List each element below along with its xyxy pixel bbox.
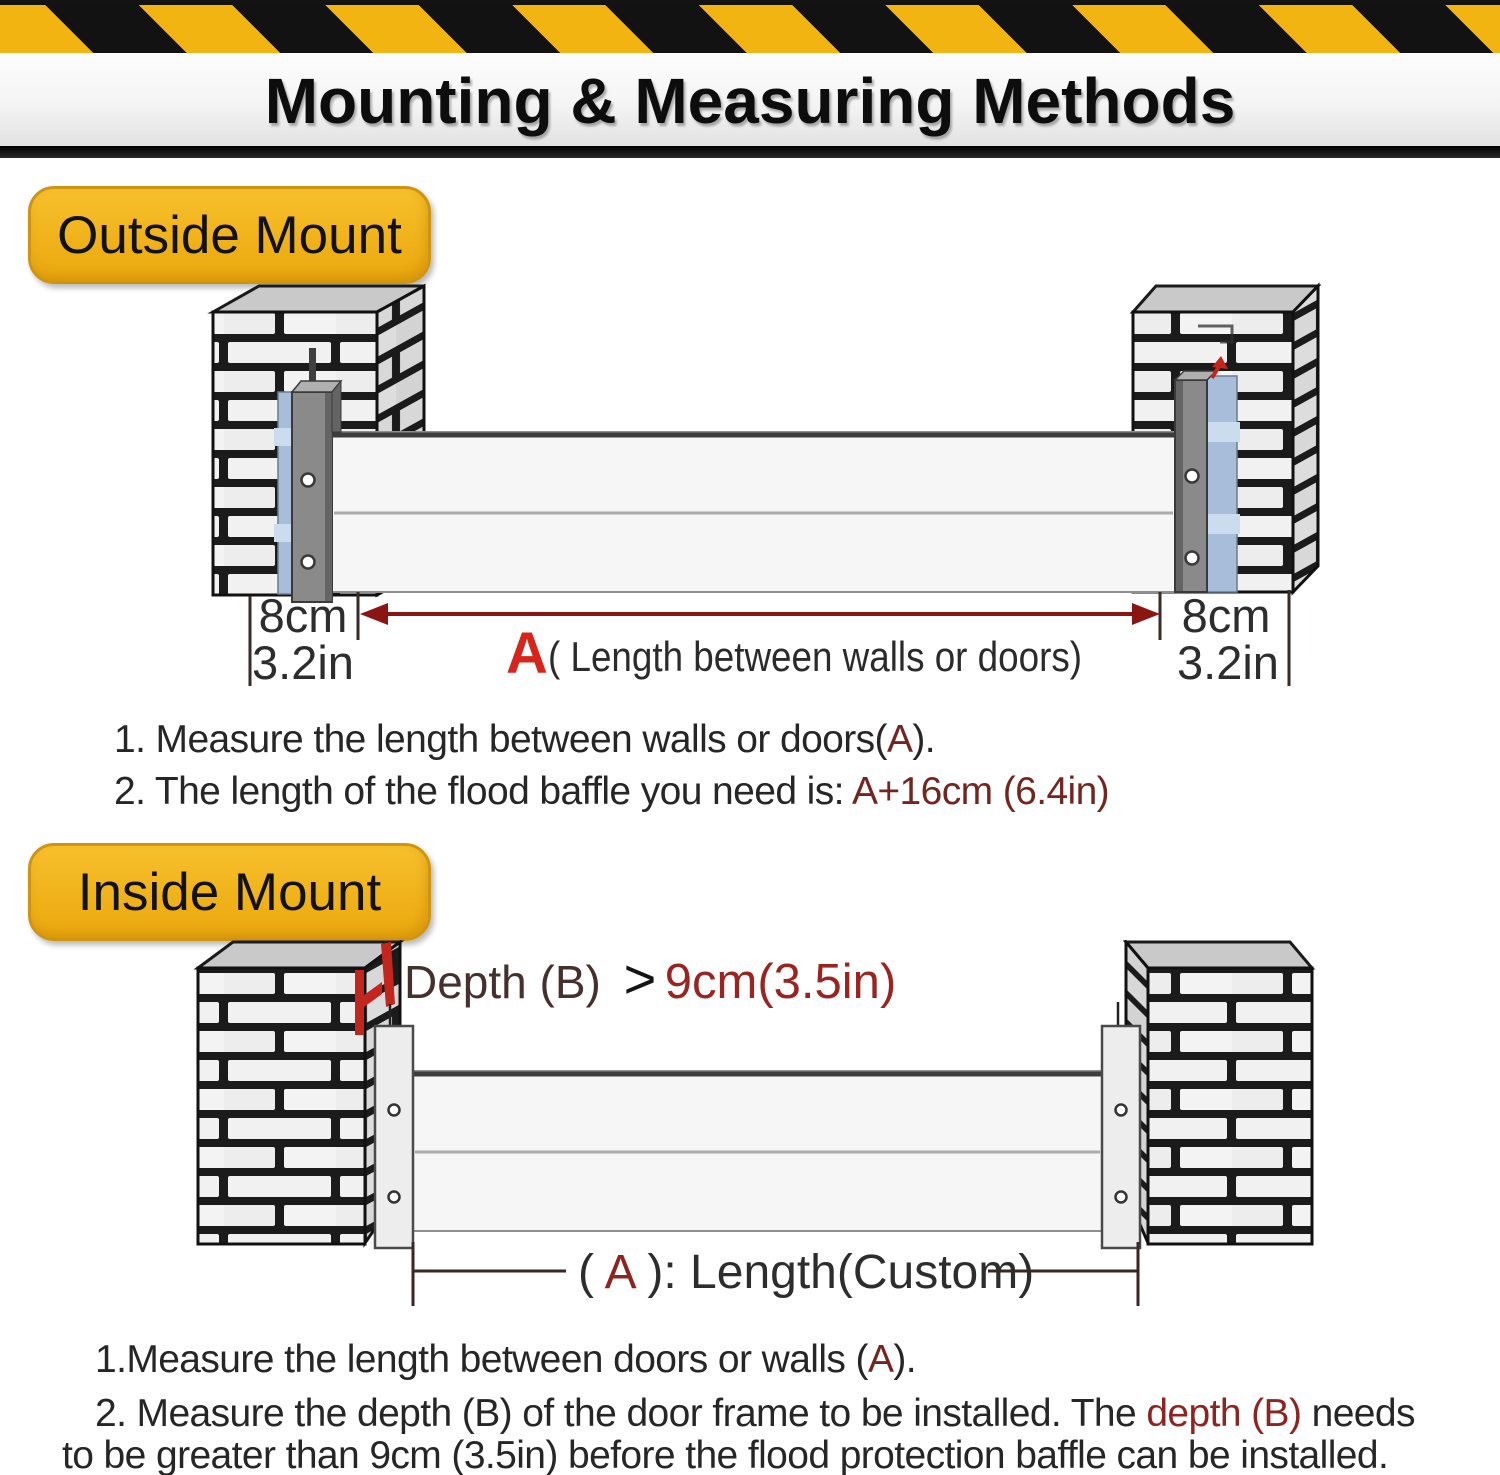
inside-left-bracket xyxy=(375,1026,413,1248)
seal-strip xyxy=(278,392,292,594)
screw-hole xyxy=(389,1192,400,1203)
step-text: to be greater than 9cm (3.5in) before the flood protection baffle can be installed. xyxy=(62,1434,1389,1475)
step-text: 2. The length of the flood baffle you need is: xyxy=(114,770,852,813)
screw-hole xyxy=(1116,1105,1127,1116)
step-text: ). xyxy=(912,718,935,761)
inside-step-1 xyxy=(95,1338,916,1382)
title-underline-bar xyxy=(0,146,1500,158)
step-text: needs xyxy=(1301,1392,1415,1435)
step-text: 1.Measure the length between doors or walls ( xyxy=(95,1338,868,1381)
span-letter: A xyxy=(506,621,548,686)
length-close: ): Length(Custom) xyxy=(647,1246,1035,1299)
length-letter: A xyxy=(604,1246,635,1299)
seal-strip xyxy=(1207,376,1237,592)
inside-flood-baffle-panel xyxy=(413,1071,1102,1231)
inside-mount-diagram xyxy=(0,940,1500,1310)
right-gap-cm: 8cm xyxy=(1181,589,1271,642)
outside-mount-badge xyxy=(28,186,431,284)
outside-dimension-annotation xyxy=(250,589,1289,689)
inside-left-pillar xyxy=(198,942,400,1244)
screw-hole xyxy=(1186,470,1199,483)
inside-right-bracket xyxy=(1102,1002,1140,1248)
step-highlight: A xyxy=(867,1338,894,1381)
step-text: ). xyxy=(893,1338,916,1381)
page-title: Mounting & Measuring Methods xyxy=(264,65,1236,137)
hazard-stripe-banner xyxy=(0,5,1500,53)
step-text: 2. Measure the depth (B) of the door frame to be installed. The xyxy=(95,1392,1147,1435)
step-text: 1. Measure the length between walls or doors( xyxy=(114,718,887,761)
inside-right-pillar xyxy=(1126,942,1312,1244)
left-gap-cm: 8cm xyxy=(258,589,348,642)
step-highlight: A xyxy=(886,718,913,761)
inside-dimension-annotation xyxy=(413,1242,1138,1306)
span-caption: ( Length between walls or doors) xyxy=(548,633,1082,680)
greater-than-sign: > xyxy=(623,947,657,1010)
inside-mount-label: Inside Mount xyxy=(77,862,382,922)
length-open: ( xyxy=(578,1246,594,1299)
step-highlight: A+16cm (6.4in) xyxy=(851,770,1110,813)
depth-value: 9cm(3.5in) xyxy=(664,955,897,1009)
outside-mount-label: Outside Mount xyxy=(57,205,402,265)
outside-step-1 xyxy=(114,718,935,762)
screw-hole xyxy=(302,556,315,569)
left-gap-in: 3.2in xyxy=(252,636,354,689)
screw-hole xyxy=(1116,1192,1127,1203)
outside-mount-diagram xyxy=(0,280,1500,705)
right-gap-in: 3.2in xyxy=(1177,636,1279,689)
step-highlight: depth (B) xyxy=(1146,1392,1302,1435)
depth-annotation xyxy=(404,947,896,1010)
inside-step-2-line-1 xyxy=(95,1392,1415,1436)
outside-step-2 xyxy=(114,770,1109,814)
inside-step-2-line-2 xyxy=(62,1434,1388,1475)
screw-hole xyxy=(1186,552,1199,565)
length-annotation xyxy=(578,1246,1034,1299)
right-mount-bracket xyxy=(1175,356,1240,592)
title-band xyxy=(0,53,1500,146)
flood-baffle-panel xyxy=(332,432,1175,592)
screw-hole xyxy=(302,474,315,487)
inside-mount-badge xyxy=(28,843,431,941)
depth-label: Depth (B) xyxy=(404,956,614,1008)
screw-hole xyxy=(389,1105,400,1116)
